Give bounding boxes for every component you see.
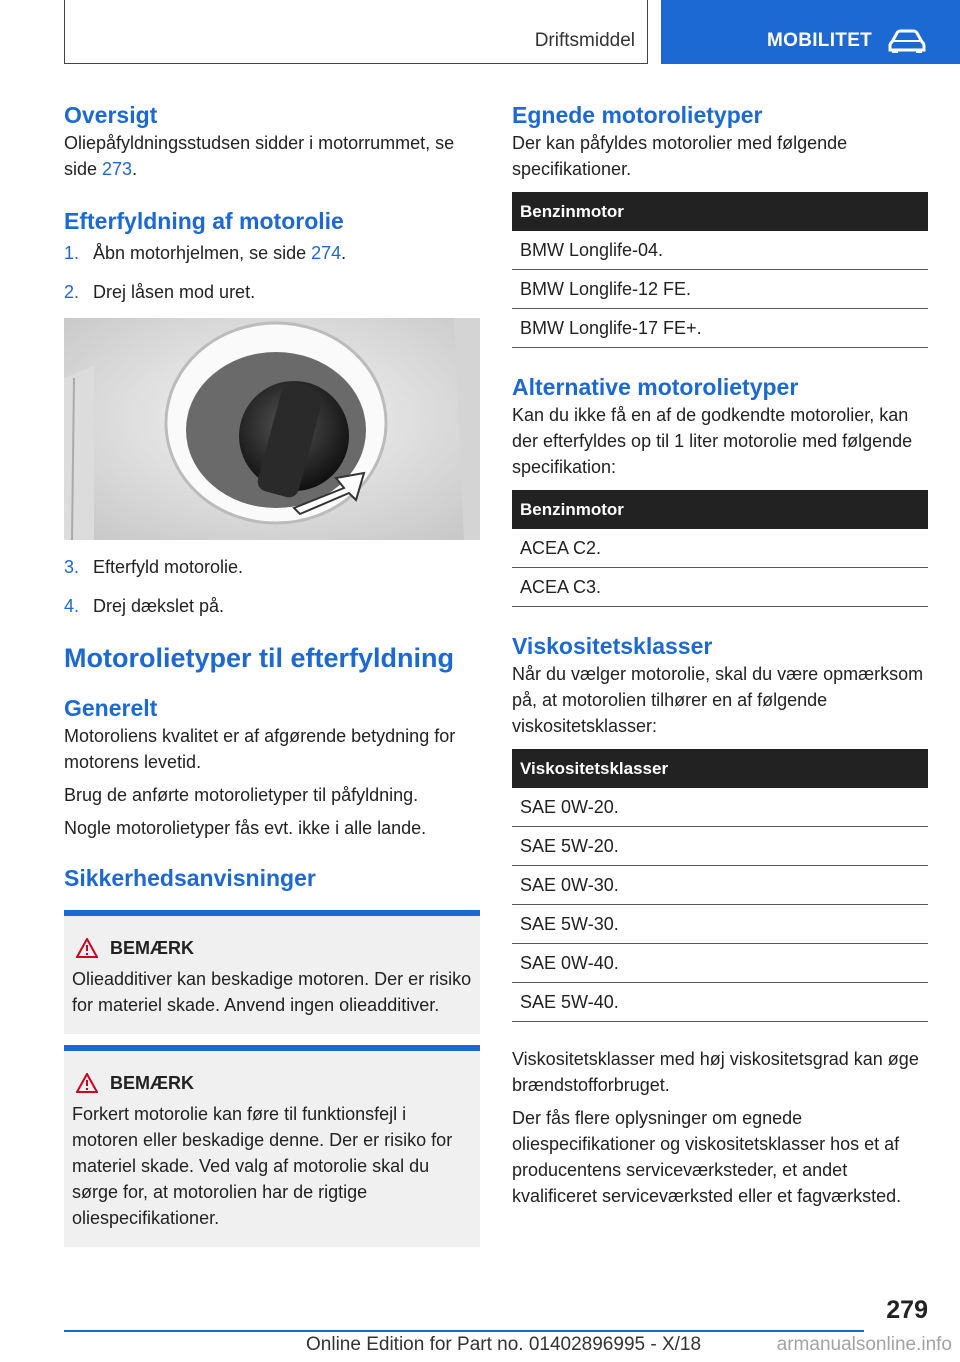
table-header: Viskositetsklasser <box>512 749 928 788</box>
step-item: 4. Drej dækslet på. <box>64 596 225 616</box>
page-link-274[interactable]: 274 <box>311 243 342 263</box>
table-header: Benzinmotor <box>512 490 928 529</box>
oversigt-text: Oliepåfyldningsstudsen sidder i motorrummet, se side 273. <box>64 133 455 179</box>
table-row: SAE 5W-20. <box>512 827 928 866</box>
table-header: Benzinmotor <box>512 192 928 231</box>
heading-oversigt: Oversigt <box>64 102 158 128</box>
chapter-label: MOBILITET <box>767 30 873 51</box>
alt-text: Kan du ikke få en af de godkendte motorolier, kan der efterfyldes op til 1 liter motorolie med følgende specifikation: <box>512 405 913 477</box>
table-row: ACEA C3. <box>512 568 928 607</box>
note-heading: BEMÆRK <box>72 934 472 962</box>
egnede-text: Der kan påfyldes motorolier med følgende specifikationer. <box>512 133 848 179</box>
watermark-logo: armanualsonline.info <box>776 1334 952 1355</box>
footer-divider <box>64 1330 864 1332</box>
spec-table-benzin <box>512 192 928 348</box>
table-row: SAE 5W-30. <box>512 905 928 944</box>
warning-note <box>64 1045 480 1247</box>
table-row: BMW Longlife-17 FE+. <box>512 309 928 348</box>
table-row: SAE 0W-20. <box>512 788 928 827</box>
heading-sikkerhed: Sikkerhedsanvisninger <box>64 865 316 891</box>
warning-triangle-icon <box>76 938 98 958</box>
table-row: SAE 0W-30. <box>512 866 928 905</box>
car-icon <box>888 28 926 54</box>
step-item: 1. Åbn motorhjelmen, se side 274. <box>64 243 347 263</box>
table-row: SAE 5W-40. <box>512 983 928 1022</box>
table-row: BMW Longlife-12 FE. <box>512 270 928 309</box>
heading-generelt: Generelt <box>64 695 158 721</box>
chapter-tab[interactable] <box>661 0 960 64</box>
oil-cap-photo <box>64 318 480 540</box>
footer-edition: Online Edition for Part no. 01402896995 - X/18 <box>306 1334 702 1355</box>
warning-triangle-icon <box>76 1073 98 1093</box>
note-text: Olieadditiver kan beskadige motoren. Der er risiko for materiel skade. Anvend ingen olieadditiver. <box>72 969 472 1015</box>
generelt-p3: Nogle motorolietyper fås evt. ikke i alle lande. <box>64 818 427 838</box>
visk-p1: Viskositetsklasser med høj viskositetsgrad kan øge brændstofforbruget. <box>512 1049 919 1095</box>
steps-list-b <box>64 554 480 619</box>
note-text: Forkert motorolie kan føre til funktionsfejl i motoren eller beskadige denne. Der er risiko for materiel skade. Ved valg af motorolie skal du sørge for, at motorolien har de rigtige oliespecifikationer. <box>72 1104 453 1228</box>
generelt-p1: Motoroliens kvalitet er af afgørende betydning for motorens levetid. <box>64 726 456 772</box>
heading-alternative: Alternative motorolietyper <box>512 374 799 400</box>
page-link-273[interactable]: 273 <box>102 159 133 179</box>
heading-motorolietyper: Motorolietyper til efterfyldning <box>64 643 455 673</box>
table-row: SAE 0W-40. <box>512 944 928 983</box>
table-row: ACEA C2. <box>512 529 928 568</box>
heading-egnede: Egnede motorolietyper <box>512 102 763 128</box>
visk-text: Når du vælger motorolie, skal du være opmærksom på, at motorolien tilhører en af følgende viskositetsklasser: <box>512 664 924 736</box>
left-column <box>64 100 480 1247</box>
header-section-box <box>64 0 648 64</box>
spec-table-alt <box>512 490 928 607</box>
warning-note <box>64 910 480 1034</box>
steps-list-a <box>64 240 480 305</box>
note-heading: BEMÆRK <box>72 1069 472 1097</box>
right-column <box>512 100 928 1209</box>
page-number: 279 <box>886 1296 928 1324</box>
table-row: BMW Longlife-04. <box>512 231 928 270</box>
section-title: Driftsmiddel <box>534 30 635 51</box>
spec-table-viskositet <box>512 749 928 1022</box>
heading-efterfyldning: Efterfyldning af motorolie <box>64 208 344 234</box>
step-item: 2. Drej låsen mod uret. <box>64 282 256 302</box>
heading-viskositet: Viskositetsklasser <box>512 633 713 659</box>
visk-p2: Der fås flere oplysninger om egnede oliespecifikationer og viskositetsklasser hos et af producentens serviceværksteder, et andet kvalificeret serviceværksted eller et fagværksted. <box>512 1108 902 1206</box>
generelt-p2: Brug de anførte motorolietyper til påfyldning. <box>64 785 419 805</box>
step-item: 3. Efterfyld motorolie. <box>64 557 244 577</box>
